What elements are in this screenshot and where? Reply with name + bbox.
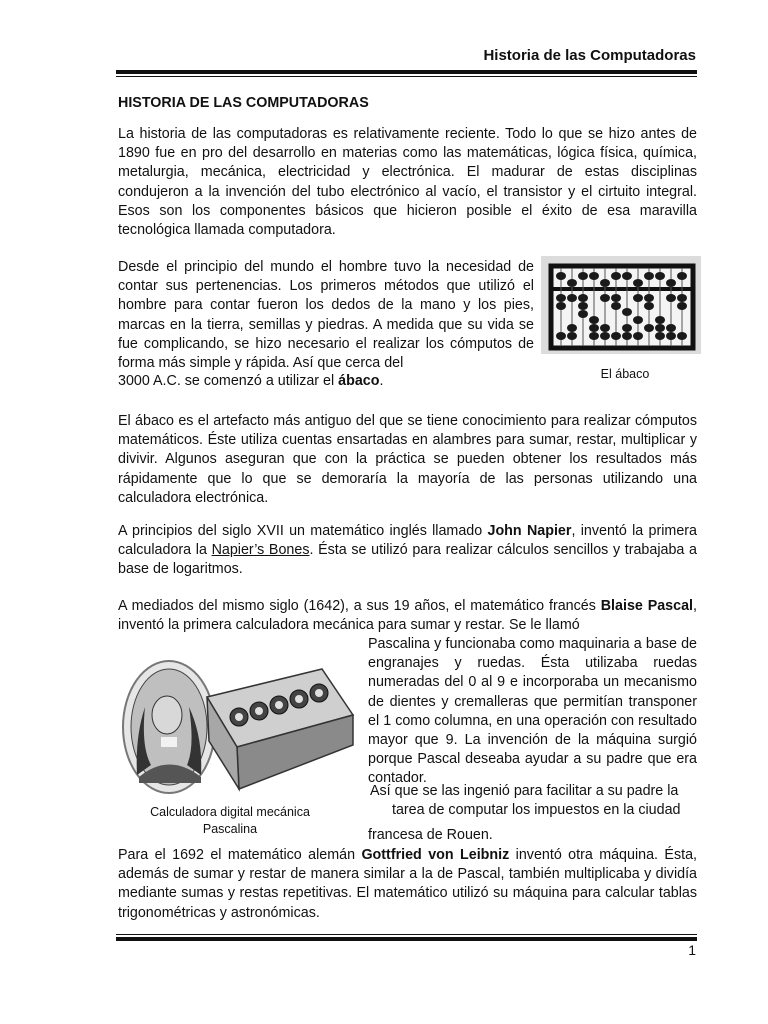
- paragraph-abacus: El ábaco es el artefacto más antiguo del que se tiene conocimiento para realizar cómputos matemáticos. Éste utiliza cuentas ensartadas en alambres para sumar, restar, multiplicar y divivir. Algunos aseguran que con la práctica se pueden obtener los resultados más rápidamente que lo que se demoraría la mayoría de las personas utilizando una calculadora electrónica.: [118, 413, 697, 506]
- pascal-text-pre: A mediados del mismo siglo (1642), a sus 19 años, el matemático francés: [118, 598, 601, 614]
- napier-text-mid: , inventó la primera calculadora la: [118, 523, 697, 559]
- leibniz-text-post: inventó otra máquina. Ésta, además de sumar y restar de manera similar a la de Pascal, también multiplicaba y dividía mediante sumas y restas repetitivas. El matemático utilizó su máquina para calcular tablas trigonométricas y astronómicas.: [118, 847, 697, 921]
- leibniz-text-pre: Para el 1692 el matemático alemán: [118, 847, 362, 863]
- paragraph-counting-lastline: [118, 372, 538, 391]
- paragraph-napier: [118, 522, 697, 580]
- pascal-line-b: tarea de computar los impuestos en la ciudad: [392, 802, 681, 818]
- abacus-caption: El ábaco: [600, 367, 650, 381]
- footer-rule: [116, 937, 697, 941]
- pascalina-caption-line2: Pascalina: [202, 822, 258, 836]
- header-rule: [116, 70, 697, 74]
- page-number: 1: [688, 942, 696, 958]
- napier-text-pre: A principios del siglo XVII un matemático inglés llamado: [118, 523, 488, 539]
- napiers-bones-term: Napier’s Bones: [211, 542, 310, 559]
- document-title: HISTORIA DE LAS COMPUTADORAS: [118, 95, 369, 111]
- pascal-line-c: francesa de Rouen.: [368, 827, 493, 843]
- pascalina-caption-line1: Calculadora digital mecánica: [150, 805, 310, 819]
- period: .: [379, 373, 384, 389]
- paragraph-counting: [118, 258, 534, 373]
- abacus-intro-text: 3000 A.C. se comenzó a utilizar el: [118, 373, 339, 389]
- pascalina-illustration: [117, 657, 357, 797]
- paragraph-pascal-wrap: Pascalina y funcionaba como maquinaria a base de engranajes y ruedas. Ésta utilizaba ruedas numeradas del 0 al 9 e incorporaba un mecanismo de dientes y cremalleras que permitían transponer el 1 como columna, en una operación con resultado mayor que 9. La invención de la máquina surgió porque Pascal deseaba ayudar a su padre que era contador.: [368, 636, 697, 787]
- abacus-term: ábaco: [338, 373, 380, 389]
- abacus-image: [541, 256, 701, 354]
- paragraph-leibniz: [118, 846, 697, 923]
- napier-text-post: . Ésta se utilizó para realizar cálculos sencillos y trabajaba a base de logaritmos.: [118, 542, 697, 578]
- footer-rule-thin: [116, 934, 697, 935]
- header-rule-thin: [116, 76, 697, 77]
- leibniz-name: Gottfried von Leibniz: [361, 847, 510, 863]
- running-header: Historia de las Computadoras: [483, 47, 696, 64]
- pascal-line-a: Así que se las ingenió para facilitar a su padre la: [370, 783, 679, 799]
- paragraph-counting-text: Desde el principio del mundo el hombre tuvo la necesidad de contar sus pertenencias. Los primeros métodos que utilizó el hombre para contar fueron los dedos de la mano y los pies, marcas en la tierra, semillas y piedras. A medida que su vida se fue complicando, se hizo necesario el realizar los cómputos de forma más simple y rápida. Así que cerca del: [118, 259, 534, 372]
- napier-name: John Napier: [487, 523, 572, 539]
- paragraph-pascal-intro: [118, 597, 697, 635]
- pascalina-image: [117, 657, 357, 797]
- pascal-name: Blaise Pascal: [600, 598, 694, 614]
- abacus-illustration: [541, 256, 701, 354]
- paragraph-intro: La historia de las computadoras es relativamente reciente. Todo lo que se hizo antes de 1890 fue en pro del desarrollo en materias como las matemáticas, lógica física, química, metalurgia, mecánica, electricidad y electrónica. El madurar de estas disciplinas condujeron a la invención del tubo electrónico al vacío, el transistor y el cirtuito integral. Esos son los componentes básicos que hicieron posible el éxito de esa maravilla tecnológica llamada computadora.: [118, 126, 697, 239]
- pascalina-caption: [130, 804, 330, 838]
- pascal-text-post: , inventó la primera calculadora mecánica para sumar y restar. Se le llamó: [118, 598, 697, 634]
